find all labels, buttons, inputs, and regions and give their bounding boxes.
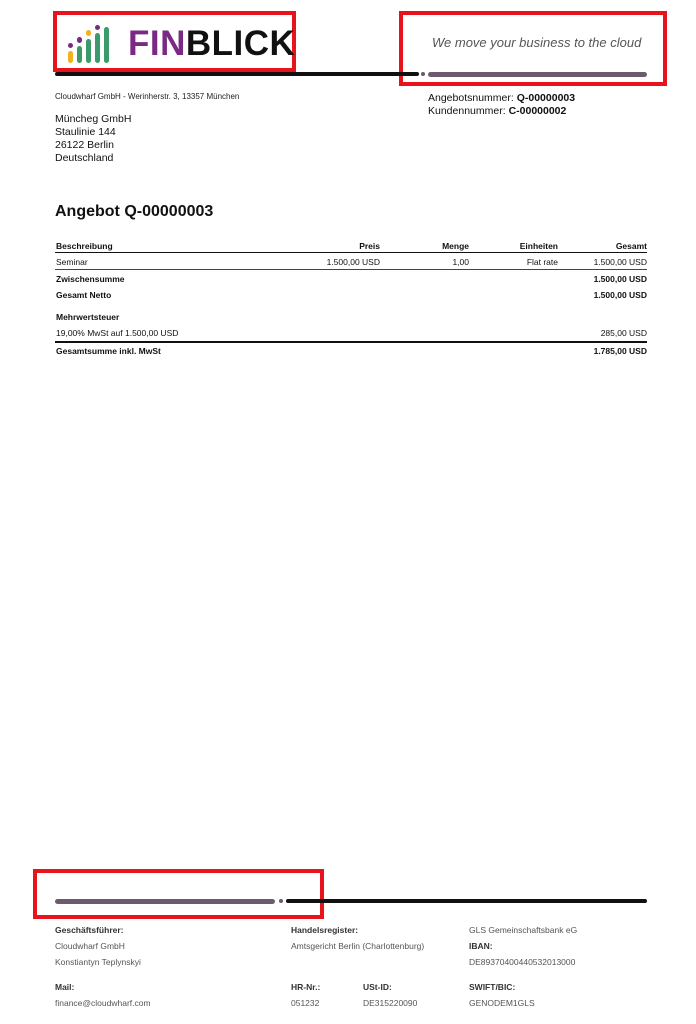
tax-line-label: 19,00% MwSt auf 1.500,00 USD (56, 328, 179, 338)
offer-number-label: Angebotsnummer: (428, 92, 514, 104)
management-company: Cloudwharf GmbH (55, 941, 125, 951)
item-price: 1.500,00 USD (326, 257, 380, 267)
customer-number: C-00000002 (508, 105, 567, 117)
table-row (55, 254, 647, 270)
sender-address-line: Cloudwharf GmbH - Werinherstr. 3, 13357 München (55, 92, 240, 101)
table-header-row (55, 238, 647, 254)
register-value: Amtsgericht Berlin (Charlottenburg) (291, 941, 425, 951)
header-rule-black (55, 72, 419, 76)
recipient-city: 26122 Berlin (55, 139, 114, 151)
footer-rule-purple (55, 899, 275, 904)
tax-heading: Mehrwertsteuer (56, 312, 120, 322)
col-quantity: Menge (442, 241, 469, 251)
item-units: Flat rate (526, 257, 558, 267)
footer-ustid (363, 979, 417, 1011)
subtotal-row (55, 271, 647, 287)
recipient-country: Deutschland (55, 152, 114, 164)
footer-bank (469, 922, 577, 970)
slogan: We move your business to the cloud (432, 35, 642, 50)
iban-value: DE89370400440532013000 (469, 957, 576, 967)
offer-number: Q-00000003 (516, 92, 576, 104)
recipient-address (55, 113, 131, 165)
customer-number-label: Kundennummer: (428, 105, 506, 117)
col-price: Preis (359, 241, 380, 251)
footer-register (291, 922, 424, 954)
footer-mail (55, 979, 151, 1011)
management-label: Geschäftsführer: (55, 925, 124, 935)
grand-total-value: 1.785,00 USD (593, 346, 647, 356)
mail-value[interactable]: finance@cloudwharf.com (55, 998, 151, 1008)
footer-highlight-box (33, 869, 324, 919)
tax-line-value: 285,00 USD (600, 328, 647, 338)
grand-total-label: Gesamtsumme inkl. MwSt (56, 346, 161, 356)
management-person: Konstiantyn Teplynskyi (55, 957, 141, 967)
register-label: Handelsregister: (291, 925, 359, 935)
subtotal-label: Zwischensumme (56, 274, 125, 284)
swift-label: SWIFT/BIC: (469, 982, 516, 992)
header-rule-dot (421, 72, 425, 76)
net-total-value: 1.500,00 USD (593, 290, 647, 300)
footer-rule-dot (279, 899, 283, 903)
bar-chart-logo-icon (67, 21, 113, 67)
swift-value: GENODEM1GLS (469, 998, 535, 1008)
header-divider (55, 252, 647, 253)
tax-heading-row (55, 309, 647, 325)
item-quantity: 1,00 (452, 257, 469, 267)
ustid-label: USt-ID: (363, 982, 392, 992)
col-total: Gesamt (615, 241, 647, 251)
bank-name: GLS Gemeinschaftsbank eG (469, 925, 578, 935)
net-total-label: Gesamt Netto (56, 290, 112, 300)
hr-value: 051232 (291, 998, 320, 1008)
item-total: 1.500,00 USD (593, 257, 647, 267)
ustid-value: DE315220090 (363, 998, 418, 1008)
mail-label: Mail: (55, 982, 75, 992)
grand-total-row (55, 343, 647, 359)
footer-hr (291, 979, 320, 1011)
recipient-street: Staulinie 144 (55, 126, 116, 138)
hr-label: HR-Nr.: (291, 982, 321, 992)
row-divider (55, 269, 647, 270)
footer-rule-black (286, 899, 647, 903)
logo-fin: FIN (128, 24, 186, 63)
iban-label: IBAN: (469, 941, 493, 951)
document-meta (428, 92, 575, 118)
col-units: Einheiten (519, 241, 558, 251)
net-total-row (55, 287, 647, 303)
logo-wordmark (128, 24, 295, 64)
item-description: Seminar (56, 257, 88, 267)
logo-blick: BLICK (185, 24, 296, 63)
recipient-company: Müncheg GmbH (55, 113, 132, 125)
footer-swift (469, 979, 535, 1011)
header-rule-purple (428, 72, 647, 77)
subtotal-value: 1.500,00 USD (593, 274, 647, 284)
document-title: Angebot Q-00000003 (55, 203, 214, 220)
footer-management (55, 922, 141, 970)
offer-table (55, 238, 647, 359)
col-description: Beschreibung (56, 241, 113, 251)
tax-line-row (55, 325, 647, 341)
